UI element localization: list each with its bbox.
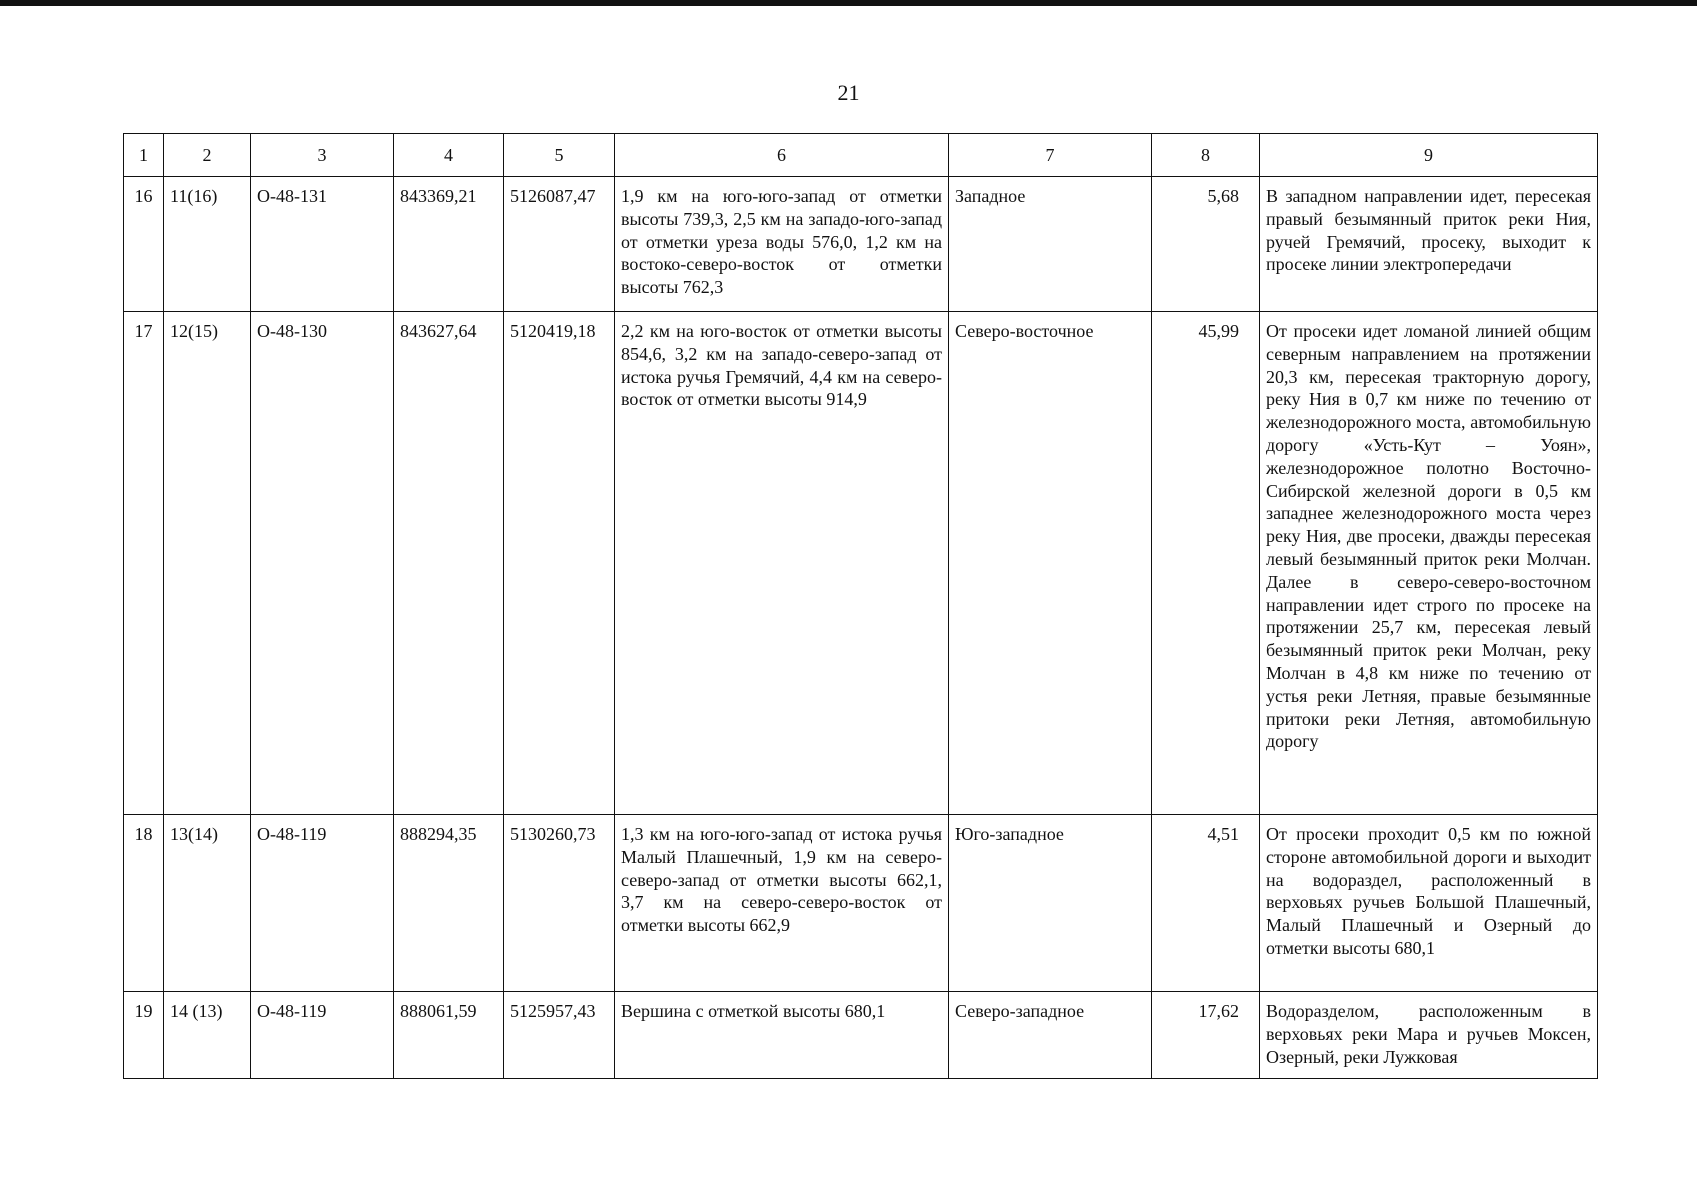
direction: Северо-восточное — [949, 312, 1152, 815]
segment-length: 17,62 — [1152, 992, 1260, 1079]
table-row — [124, 177, 1598, 312]
column-header: 4 — [394, 134, 504, 177]
coordinate-y: 5130260,73 — [504, 815, 615, 992]
segment-length: 4,51 — [1152, 815, 1260, 992]
route-description: В западном направлении идет, пересекая правый безымянный приток реки Ния, ручей Гремячий, просеку, выходит к просеке линии электропередачи — [1260, 177, 1598, 312]
coordinate-y: 5125957,43 — [504, 992, 615, 1079]
row-number: 16 — [124, 177, 164, 312]
column-header: 9 — [1260, 134, 1598, 177]
segment-length: 45,99 — [1152, 312, 1260, 815]
coordinate-x: 843627,64 — [394, 312, 504, 815]
coordinate-y: 5126087,47 — [504, 177, 615, 312]
segment-length: 5,68 — [1152, 177, 1260, 312]
point-number: 11(16) — [164, 177, 251, 312]
coordinate-x: 888294,35 — [394, 815, 504, 992]
column-header: 5 — [504, 134, 615, 177]
route-description: От просеки проходит 0,5 км по южной стороне автомобильной дороги и выходит на водораздел, расположенный в верховьях ручьев Большой Плашечный, Малый Плашечный и Озерный до отметки высоты 680,1 — [1260, 815, 1598, 992]
table-row — [124, 815, 1598, 992]
point-number: 12(15) — [164, 312, 251, 815]
route-description: От просеки идет ломаной линией общим северным направлением на протяжении 20,3 км, пересекая тракторную дорогу, реку Ния в 0,7 км ниже по течению от железнодорожного моста, автомобильную дорогу «Усть-Кут – Уоян», железнодорожное полотно Восточно-Сибирской железной дороги в 0,5 км западнее железнодорожного моста через реку Ния, две просеки, дважды пересекая левый безымянный приток реки Молчан. Далее в северо-северо-восточном направлении идет строго по просеке на протяжении 25,7 км, пересекая левый безымянный приток реки Молчан, реку Молчан в 4,8 км ниже по течению от устья реки Летняя, правые безымянные притоки реки Летняя, автомобильную дорогу — [1260, 312, 1598, 815]
point-number: 14 (13) — [164, 992, 251, 1079]
column-header: 1 — [124, 134, 164, 177]
column-header: 8 — [1152, 134, 1260, 177]
direction: Северо-западное — [949, 992, 1152, 1079]
row-number: 19 — [124, 992, 164, 1079]
route-description: Водоразделом, расположенным в верховьях реки Мара и ручьев Моксен, Озерный, реки Лужковая — [1260, 992, 1598, 1079]
table-header-row — [124, 134, 1598, 177]
map-sheet: O-48-119 — [251, 992, 394, 1079]
location-description: 2,2 км на юго-восток от отметки высоты 854,6, 3,2 км на западо-северо-запад от истока ручья Гремячий, 4,4 км на северо-восток от отметки высоты 914,9 — [615, 312, 949, 815]
coordinate-x: 843369,21 — [394, 177, 504, 312]
table-row — [124, 992, 1598, 1079]
coordinate-y: 5120419,18 — [504, 312, 615, 815]
coordinate-x: 888061,59 — [394, 992, 504, 1079]
map-sheet: O-48-131 — [251, 177, 394, 312]
point-number: 13(14) — [164, 815, 251, 992]
column-header: 3 — [251, 134, 394, 177]
location-description: 1,3 км на юго-юго-запад от истока ручья Малый Плашечный, 1,9 км на северо-северо-запад от отметки высоты 662,1, 3,7 км на северо-северо-восток от отметки высоты 662,9 — [615, 815, 949, 992]
location-description: Вершина с отметкой высоты 680,1 — [615, 992, 949, 1079]
column-header: 7 — [949, 134, 1152, 177]
row-number: 17 — [124, 312, 164, 815]
column-header: 6 — [615, 134, 949, 177]
column-header: 2 — [164, 134, 251, 177]
map-sheet: O-48-119 — [251, 815, 394, 992]
location-description: 1,9 км на юго-юго-запад от отметки высоты 739,3, 2,5 км на западо-юго-запад от отметки уреза воды 576,0, 1,2 км на востоко-северо-восток от отметки высоты 762,3 — [615, 177, 949, 312]
boundary-table — [123, 133, 1598, 1079]
direction: Западное — [949, 177, 1152, 312]
row-number: 18 — [124, 815, 164, 992]
table-row — [124, 312, 1598, 815]
direction: Юго-западное — [949, 815, 1152, 992]
page-top-border — [0, 0, 1697, 6]
page-number: 21 — [837, 80, 860, 105]
map-sheet: O-48-130 — [251, 312, 394, 815]
